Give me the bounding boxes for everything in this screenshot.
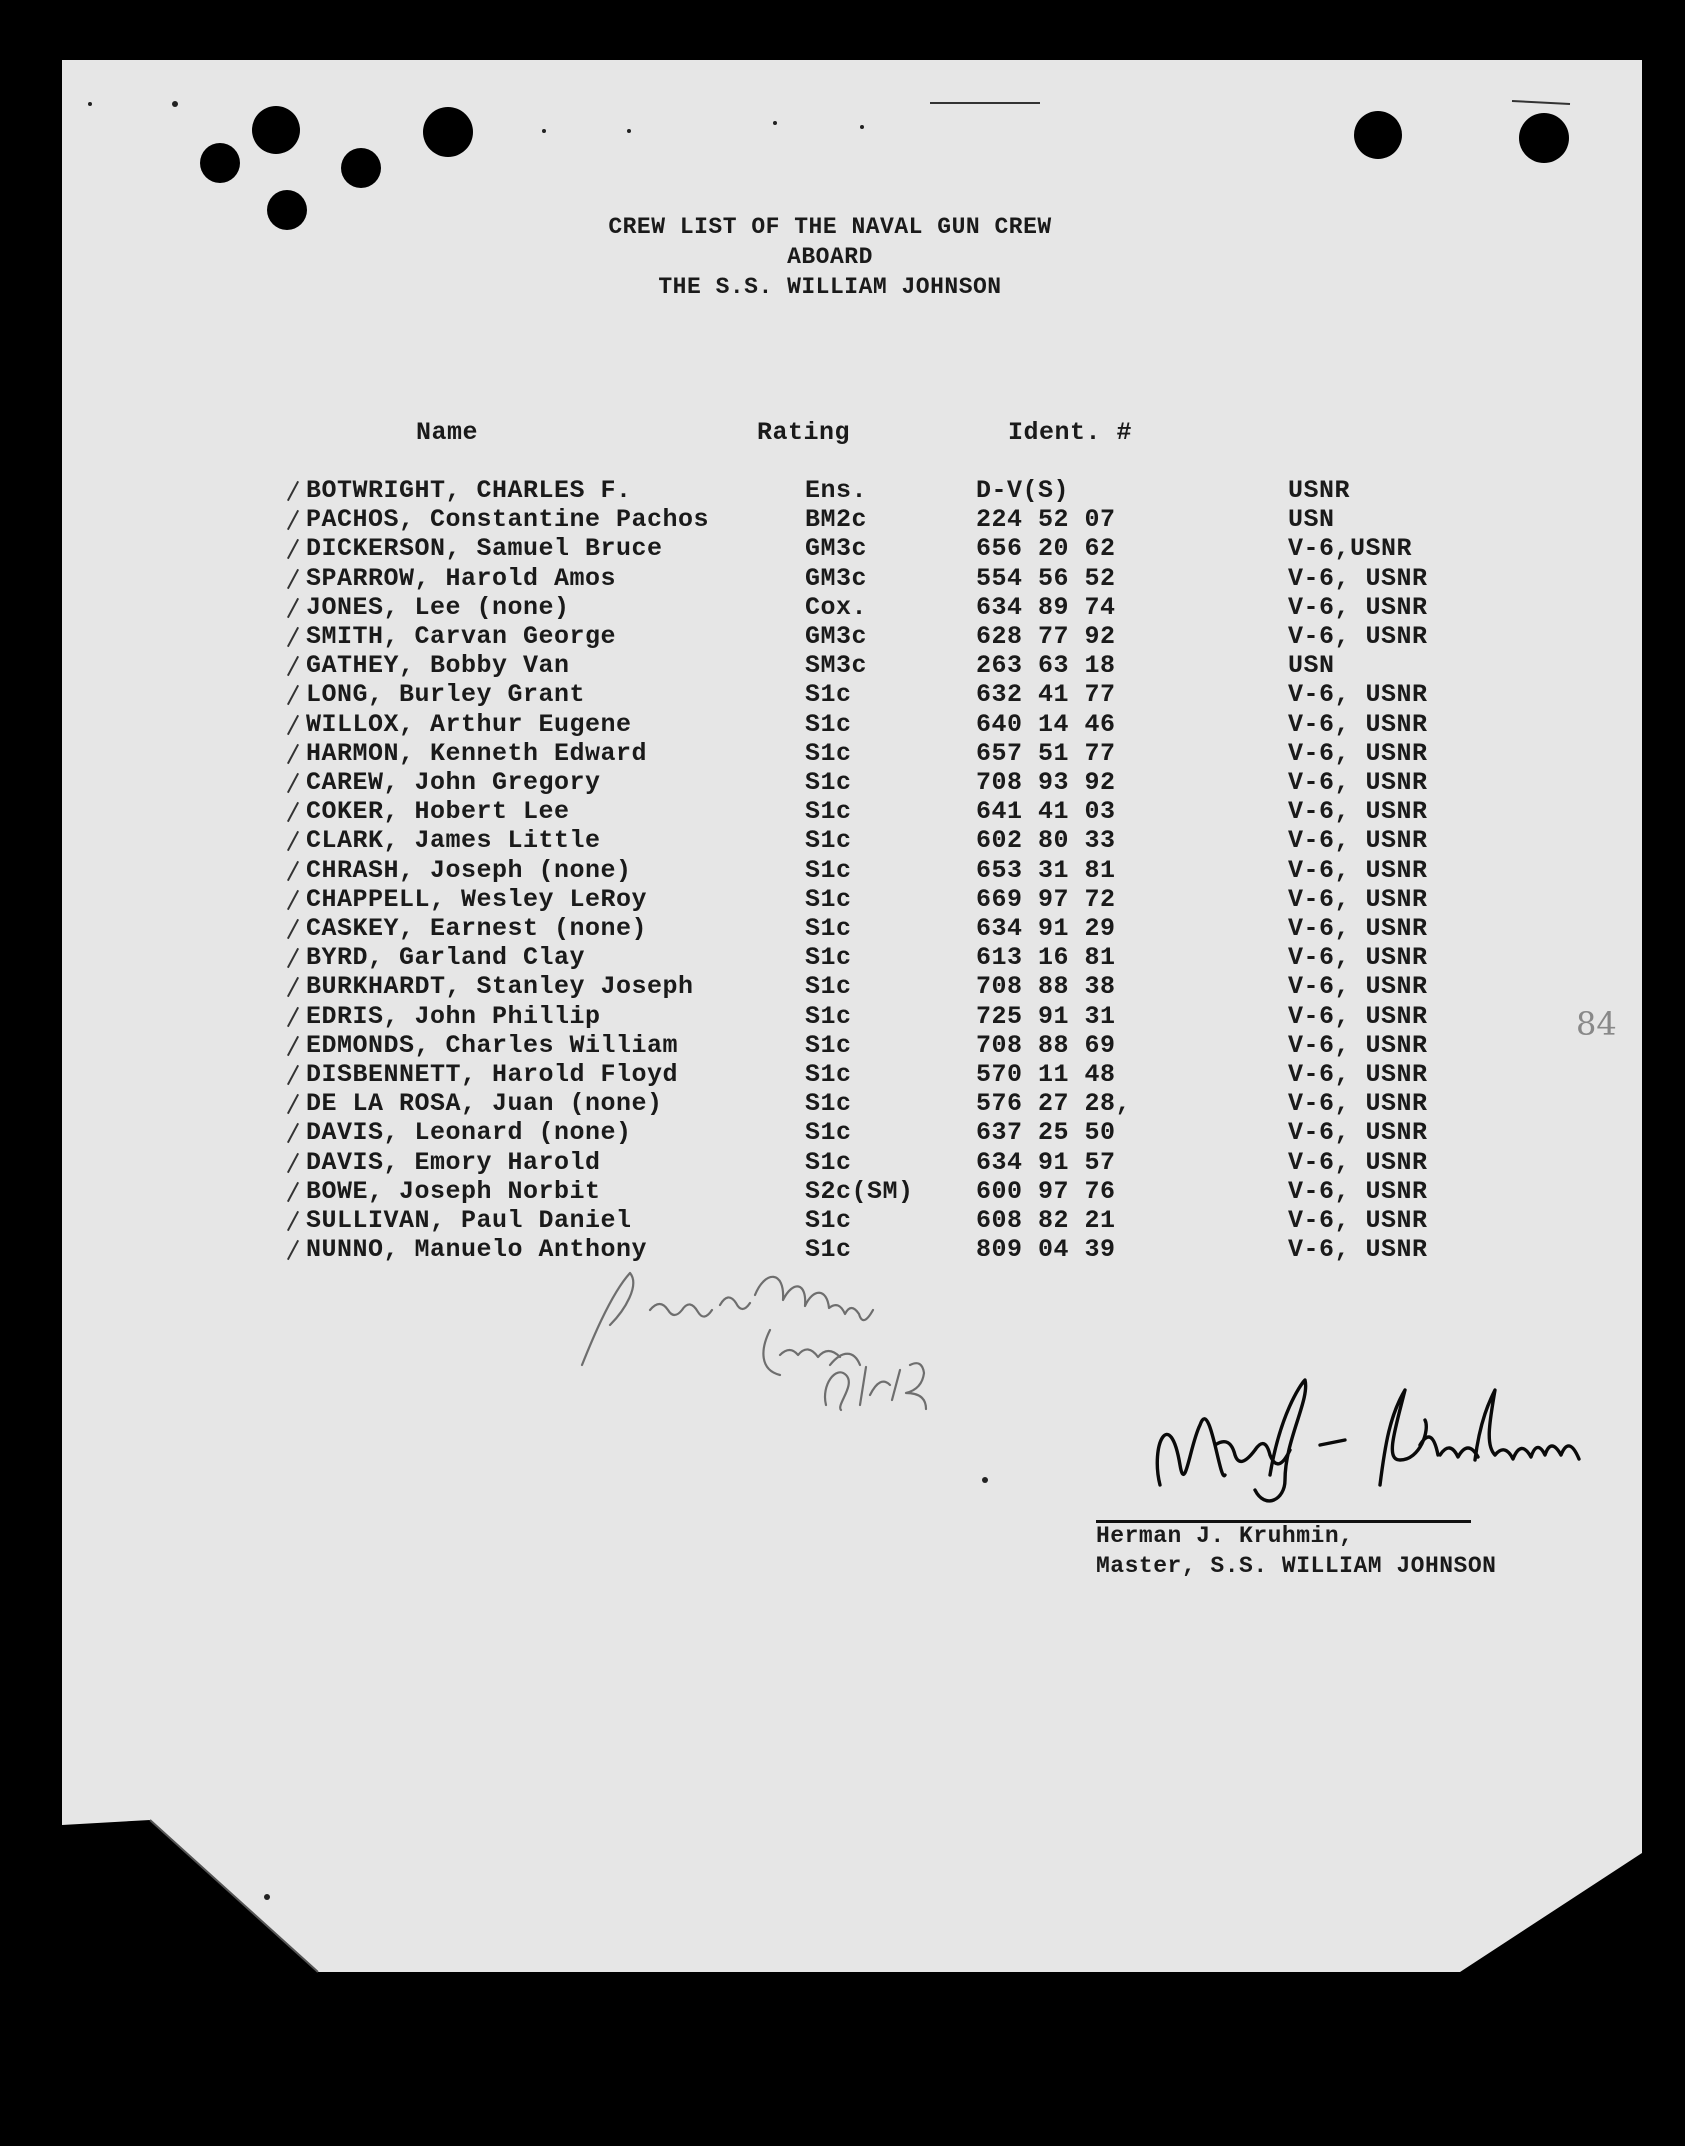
crew-row [0, 651, 1685, 680]
crew-rating: S1c [805, 797, 852, 827]
crew-rating: S1c [805, 1206, 852, 1235]
check-mark-icon [287, 510, 299, 530]
crew-ident: 634 91 57 [976, 1147, 1116, 1177]
crew-ident: 653 31 81 [976, 855, 1116, 885]
crew-row [0, 1031, 1685, 1060]
check-mark-icon [287, 890, 299, 910]
check-mark-icon [287, 685, 299, 705]
crew-ident: 657 51 77 [976, 738, 1116, 768]
check-mark-icon [287, 802, 299, 822]
crew-name: GATHEY, Bobby Van [306, 651, 570, 681]
crew-ident: 656 20 62 [976, 534, 1116, 564]
check-mark-icon [287, 481, 299, 501]
crew-service: V-6, USNR [1288, 797, 1428, 827]
crew-row [0, 1089, 1685, 1118]
crew-row [0, 914, 1685, 943]
crew-ident: 224 52 07 [976, 505, 1116, 535]
crew-name: DISBENNETT, Harold Floyd [306, 1060, 679, 1089]
crew-ident: 640 14 46 [976, 709, 1116, 739]
check-mark-icon [287, 1065, 299, 1085]
crew-row [0, 710, 1685, 739]
crew-row [0, 593, 1685, 622]
crew-ident: 708 88 38 [976, 972, 1116, 1002]
header-ident: Ident. # [1008, 418, 1133, 447]
crew-ident: 634 91 29 [976, 914, 1116, 943]
crew-rating: S1c [805, 884, 852, 914]
crew-service: V-6, USNR [1288, 1089, 1428, 1119]
crew-ident: 613 16 81 [976, 943, 1116, 973]
crew-name: COKER, Hobert Lee [306, 797, 570, 827]
crew-ident: 641 41 03 [976, 797, 1116, 827]
crew-ident: 725 91 31 [976, 1001, 1116, 1031]
document-title [560, 212, 1100, 302]
crew-ident: 809 04 39 [976, 1235, 1116, 1265]
crew-name: EDMONDS, Charles William [306, 1030, 679, 1060]
check-mark-icon [287, 831, 299, 851]
check-mark-icon [287, 977, 299, 997]
crew-service: V-6, USNR [1288, 1176, 1428, 1206]
crew-service: V-6, USNR [1288, 1001, 1428, 1031]
crew-service: V-6, USNR [1288, 1206, 1428, 1235]
crew-service: USN [1288, 505, 1335, 535]
crew-rating: S1c [805, 709, 852, 739]
crew-name: HARMON, Kenneth Edward [306, 738, 648, 768]
crew-rating: Cox. [805, 592, 868, 622]
crew-name: CAREW, John Gregory [306, 768, 601, 797]
title-line-2: THE S.S. WILLIAM JOHNSON [658, 274, 1002, 300]
check-mark-icon [287, 919, 299, 939]
check-mark-icon [287, 860, 299, 880]
crew-row [0, 972, 1685, 1001]
crew-name: CHAPPELL, Wesley LeRoy [306, 884, 648, 914]
header-name: Name [416, 418, 479, 447]
crew-name: WILLOX, Arthur Eugene [306, 709, 632, 739]
crew-service: V-6, USNR [1288, 563, 1428, 593]
crew-rating: GM3c [805, 534, 868, 564]
crew-rating: S1c [805, 855, 852, 885]
check-mark-icon [287, 948, 299, 968]
check-mark-icon [287, 539, 299, 559]
crew-service: V-6, USNR [1288, 738, 1428, 768]
crew-row [0, 826, 1685, 855]
crew-row [0, 885, 1685, 914]
crew-ident: 570 11 48 [976, 1060, 1116, 1089]
title-line-1: CREW LIST OF THE NAVAL GUN CREW ABOARD [608, 214, 1052, 270]
crew-name: BOWE, Joseph Norbit [306, 1176, 601, 1206]
crew-name: LONG, Burley Grant [306, 680, 586, 710]
crew-row [0, 1060, 1685, 1089]
check-mark-icon [287, 1006, 299, 1026]
crew-name: DICKERSON, Samuel Bruce [306, 534, 663, 564]
crew-ident: 669 97 72 [976, 884, 1116, 914]
crew-name: JONES, Lee (none) [306, 592, 570, 622]
signature-block [1096, 1521, 1496, 1581]
crew-ident: 576 27 28, [976, 1089, 1132, 1119]
crew-row [0, 680, 1685, 709]
crew-name: NUNNO, Manuelo Anthony [306, 1235, 648, 1265]
crew-row [0, 1148, 1685, 1177]
page-number: 84 [1576, 1005, 1617, 1043]
crew-row [0, 564, 1685, 593]
crew-row [0, 505, 1685, 534]
crew-row [0, 768, 1685, 797]
crew-service: V-6, USNR [1288, 914, 1428, 943]
crew-ident: 554 56 52 [976, 563, 1116, 593]
crew-rating: S1c [805, 1001, 852, 1031]
crew-service: V-6, USNR [1288, 768, 1428, 797]
crew-name: SMITH, Carvan George [306, 622, 617, 651]
check-mark-icon [287, 1152, 299, 1172]
crew-rating: S1c [805, 1147, 852, 1177]
crew-ident: 608 82 21 [976, 1206, 1116, 1235]
crew-ident: D-V(S) [976, 476, 1070, 505]
crew-name: SULLIVAN, Paul Daniel [306, 1206, 632, 1235]
signer-title: Master, S.S. WILLIAM JOHNSON [1096, 1553, 1497, 1579]
crew-name: DE LA ROSA, Juan (none) [306, 1089, 663, 1119]
check-mark-icon [287, 714, 299, 734]
crew-service: V-6, USNR [1288, 826, 1428, 856]
crew-rating: S2c(SM) [805, 1176, 914, 1206]
crew-service: USN [1288, 651, 1335, 681]
header-rating: Rating [757, 418, 851, 447]
crew-service: V-6, USNR [1288, 1118, 1428, 1148]
crew-row [0, 1118, 1685, 1147]
crew-row [0, 1002, 1685, 1031]
crew-rating: BM2c [805, 505, 868, 535]
crew-service: V-6, USNR [1288, 709, 1428, 739]
crew-rating: S1c [805, 768, 852, 797]
crew-service: V-6, USNR [1288, 1030, 1428, 1060]
crew-row [0, 739, 1685, 768]
crew-service: V-6, USNR [1288, 622, 1428, 651]
crew-rating: S1c [805, 1060, 852, 1089]
check-mark-icon [287, 656, 299, 676]
crew-service: USNR [1288, 476, 1351, 505]
check-mark-icon [287, 1211, 299, 1231]
crew-service: V-6, USNR [1288, 1060, 1428, 1089]
crew-rating: GM3c [805, 622, 868, 651]
crew-rating: S1c [805, 1235, 852, 1265]
crew-ident: 637 25 50 [976, 1118, 1116, 1148]
crew-name: PACHOS, Constantine Pachos [306, 505, 710, 535]
check-mark-icon [287, 1123, 299, 1143]
check-mark-icon [287, 744, 299, 764]
crew-rating: Ens. [805, 476, 868, 505]
crew-row [0, 797, 1685, 826]
crew-service: V-6, USNR [1288, 592, 1428, 622]
crew-ident: 708 88 69 [976, 1030, 1116, 1060]
crew-rating: GM3c [805, 563, 868, 593]
crew-rating: S1c [805, 1030, 852, 1060]
crew-name: DAVIS, Leonard (none) [306, 1118, 632, 1148]
crew-rating: S1c [805, 1118, 852, 1148]
crew-row [0, 943, 1685, 972]
signer-name: Herman J. Kruhmin, [1096, 1523, 1354, 1549]
check-mark-icon [287, 568, 299, 588]
crew-rating: S1c [805, 826, 852, 856]
crew-ident: 600 97 76 [976, 1176, 1116, 1206]
crew-service: V-6, USNR [1288, 943, 1428, 973]
crew-rating: S1c [805, 680, 852, 710]
crew-row [0, 1206, 1685, 1235]
crew-name: BOTWRIGHT, CHARLES F. [306, 476, 632, 505]
check-mark-icon [287, 598, 299, 618]
crew-name: CASKEY, Earnest (none) [306, 914, 648, 943]
crew-name: EDRIS, John Phillip [306, 1001, 601, 1031]
crew-row [0, 534, 1685, 563]
crew-name: BURKHARDT, Stanley Joseph [306, 972, 694, 1002]
master-signature [1120, 1365, 1620, 1525]
crew-row [0, 1177, 1685, 1206]
crew-service: V-6, USNR [1288, 972, 1428, 1002]
crew-row [0, 856, 1685, 885]
crew-rating: S1c [805, 1089, 852, 1119]
crew-service: V-6, USNR [1288, 884, 1428, 914]
crew-ident: 263 63 18 [976, 651, 1116, 681]
crew-service: V-6, USNR [1288, 680, 1428, 710]
crew-name: SPARROW, Harold Amos [306, 563, 617, 593]
check-mark-icon [287, 773, 299, 793]
crew-service: V-6,USNR [1288, 534, 1413, 564]
crew-rating: S1c [805, 738, 852, 768]
check-mark-icon [287, 1182, 299, 1202]
crew-name: BYRD, Garland Clay [306, 943, 586, 973]
crew-ident: 708 93 92 [976, 768, 1116, 797]
crew-service: V-6, USNR [1288, 1147, 1428, 1177]
crew-name: CHRASH, Joseph (none) [306, 855, 632, 885]
crew-name: DAVIS, Emory Harold [306, 1147, 601, 1177]
check-mark-icon [287, 1094, 299, 1114]
crew-row [0, 476, 1685, 505]
check-mark-icon [287, 1036, 299, 1056]
crew-rating: S1c [805, 914, 852, 943]
crew-row [0, 622, 1685, 651]
check-mark-icon [287, 1240, 299, 1260]
check-mark-icon [287, 627, 299, 647]
crew-rating: S1c [805, 943, 852, 973]
crew-name: CLARK, James Little [306, 826, 601, 856]
crew-rating: S1c [805, 972, 852, 1002]
crew-service: V-6, USNR [1288, 855, 1428, 885]
crew-rating: SM3c [805, 651, 868, 681]
inspector-note-handwriting [570, 1255, 990, 1415]
crew-ident: 602 80 33 [976, 826, 1116, 856]
crew-service: V-6, USNR [1288, 1235, 1428, 1265]
crew-ident: 628 77 92 [976, 622, 1116, 651]
crew-ident: 632 41 77 [976, 680, 1116, 710]
crew-ident: 634 89 74 [976, 592, 1116, 622]
